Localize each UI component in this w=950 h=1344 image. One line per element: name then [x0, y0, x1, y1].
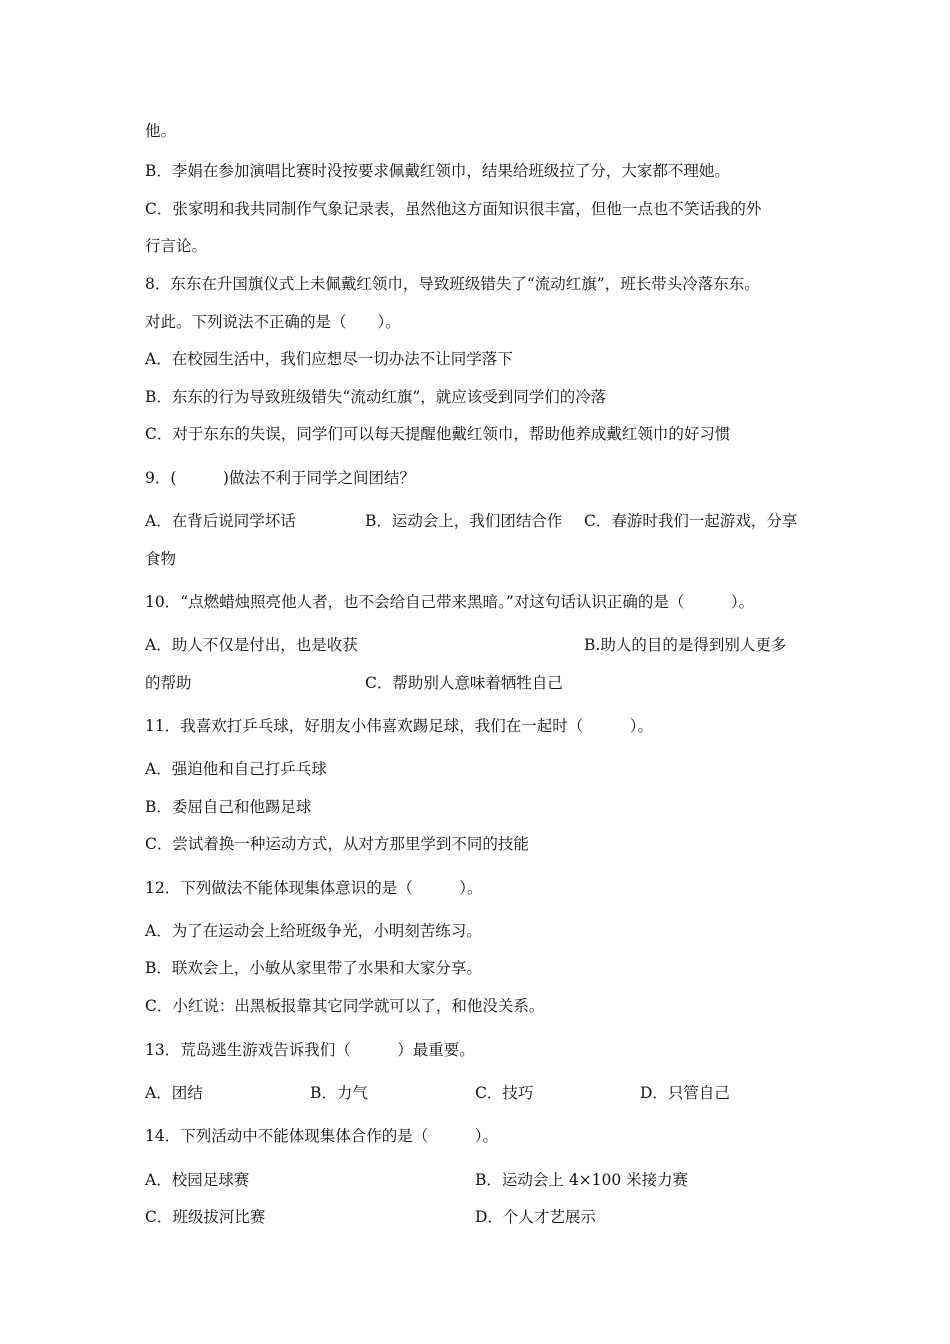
q12-option-c: C．小红说：出黑板报靠其它同学就可以了，和他没关系。 — [145, 997, 545, 1015]
q8-stem-line2: 对此。下列说法不正确的是（ ）。 — [145, 313, 401, 331]
q8-option-b: B．东东的行为导致班级错失“流动红旗”，就应该受到同学们的冷落 — [145, 388, 607, 406]
q14-option-a: A．校园足球赛 — [145, 1171, 250, 1189]
q9-stem: 9．( )做法不利于同学之间团结？ — [145, 469, 415, 487]
q14-option-d: D．个人才艺展示 — [475, 1208, 596, 1226]
q14-option-c: C．班级拔河比赛 — [145, 1208, 266, 1226]
q12-stem: 12．下列做法不能体现集体意识的是（ ）。 — [145, 879, 483, 897]
q11-stem: 11．我喜欢打乒乓球，好朋友小伟喜欢踢足球，我们在一起时（ ）。 — [145, 717, 653, 735]
q13-option-b: B．力气 — [310, 1084, 368, 1102]
q7-option-c-line1: C．张家明和我共同制作气象记录表，虽然他这方面知识很丰富，但他一点也不笑话我的外 — [145, 200, 762, 218]
q11-option-c: C．尝试着换一种运动方式，从对方那里学到不同的技能 — [145, 835, 529, 853]
q9-option-c: C．春游时我们一起游戏，分享 — [584, 512, 798, 530]
q10-option-b-cont: 的帮助 — [145, 674, 192, 692]
q7-option-b: B．李娟在参加演唱比赛时没按要求佩戴红领巾，结果给班级拉了分，大家都不理她。 — [145, 162, 730, 180]
q11-option-b: B．委屈自己和他踢足球 — [145, 798, 312, 816]
q8-option-c: C．对于东东的失误，同学们可以每天提醒他戴红领巾，帮助他养成戴红领巾的好习惯 — [145, 425, 731, 443]
q10-option-a: A．助人不仅是付出，也是收获 — [145, 636, 358, 654]
q10-stem: 10．“点燃蜡烛照亮他人者，也不会给自己带来黑暗。”对这句话认识正确的是（ ）。 — [145, 593, 755, 611]
q14-option-b: B．运动会上 4×100 米接力赛 — [475, 1171, 689, 1189]
q9-option-a: A．在背后说同学坏话 — [145, 512, 296, 530]
q7-option-c-line2: 行言论。 — [145, 237, 208, 255]
q13-option-c: C．技巧 — [475, 1084, 534, 1102]
q10-option-b: B.助人的目的是得到别人更多 — [584, 636, 787, 654]
q14-stem: 14．下列活动中不能体现集体合作的是（ ）。 — [145, 1127, 498, 1145]
q12-option-b: B．联欢会上，小敏从家里带了水果和大家分享。 — [145, 959, 482, 977]
q13-option-a: A．团结 — [145, 1084, 203, 1102]
q9-option-c-cont: 食物 — [145, 550, 177, 568]
q7-option-a-tail: 他。 — [145, 122, 177, 140]
q13-option-d: D．只管自己 — [640, 1084, 730, 1102]
q8-option-a: A．在校园生活中，我们应想尽一切办法不让同学落下 — [145, 350, 513, 368]
q12-option-a: A．为了在运动会上给班级争光，小明刻苦练习。 — [145, 922, 482, 940]
q8-stem-line1: 8．东东在升国旗仪式上未佩戴红领巾，导致班级错失了“流动红旗”，班长带头冷落东东。 — [145, 275, 760, 293]
q11-option-a: A．强迫他和自己打乒乓球 — [145, 760, 327, 778]
q9-option-b: B．运动会上，我们团结合作 — [365, 512, 563, 530]
q10-option-c: C．帮助别人意味着牺牲自己 — [365, 674, 563, 692]
q13-stem: 13．荒岛逃生游戏告诉我们（ ）最重要。 — [145, 1041, 475, 1059]
